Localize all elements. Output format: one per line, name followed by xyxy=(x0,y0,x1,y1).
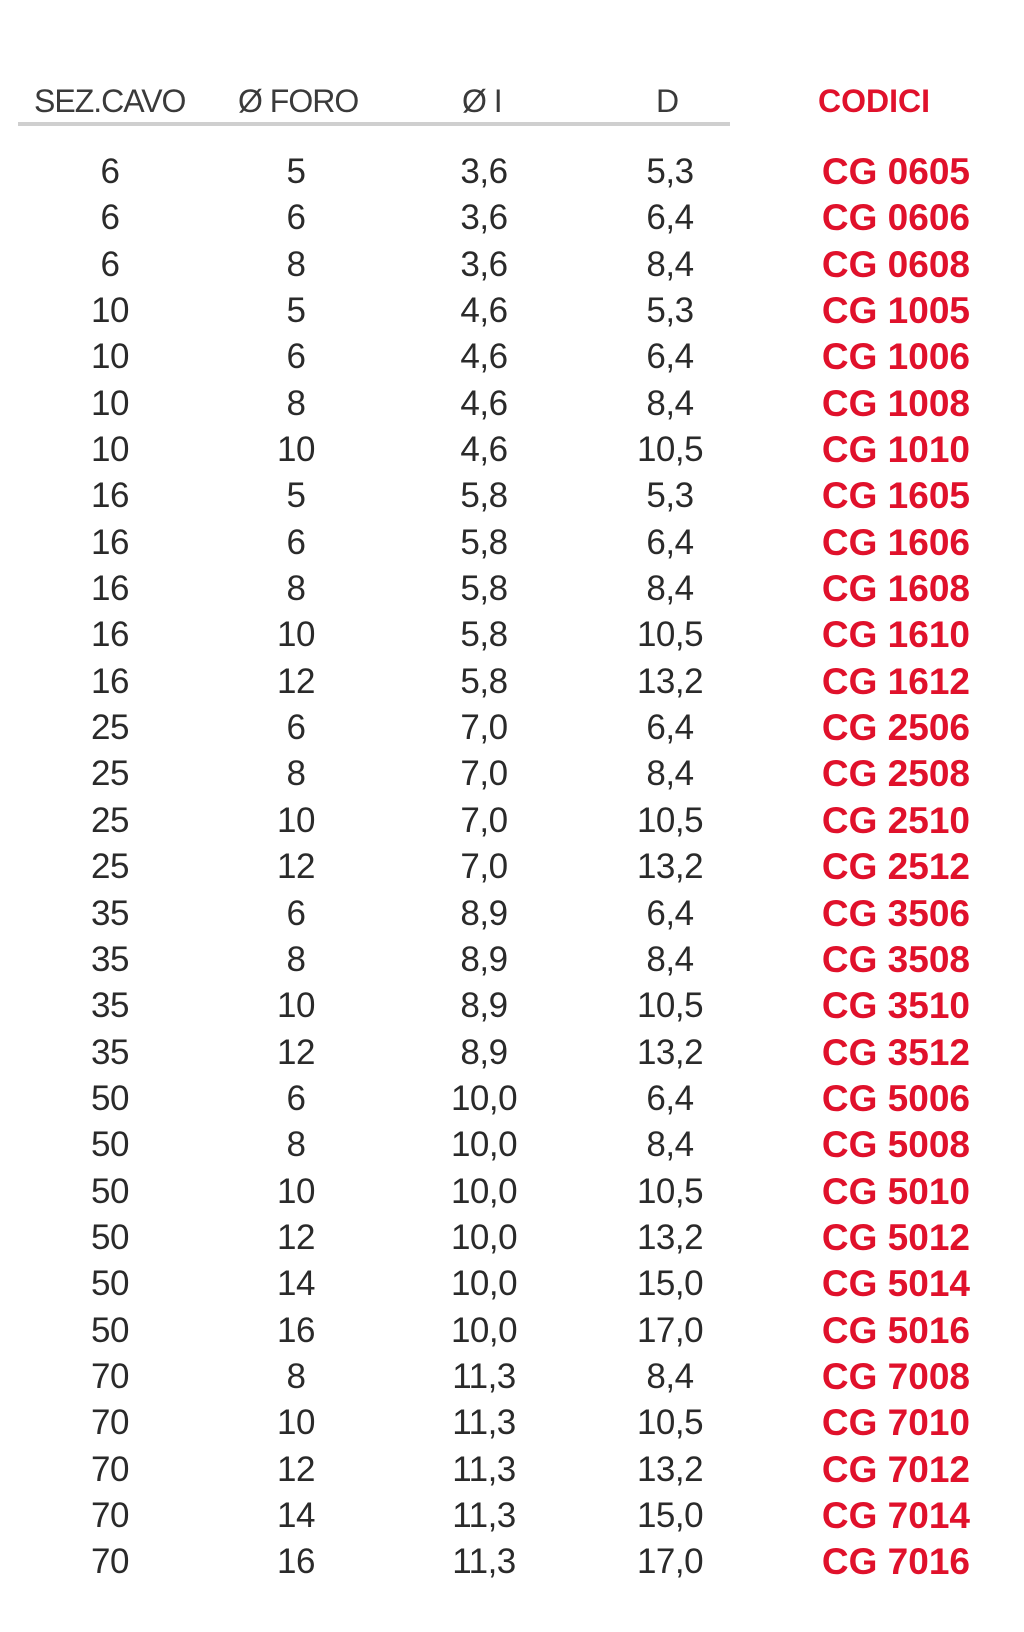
cell-foro: 10 xyxy=(277,800,315,840)
cell-codice: CG 7014 xyxy=(821,1494,970,1536)
table-row xyxy=(0,1354,1024,1400)
cell-foro: 10 xyxy=(277,430,315,470)
cell-diam-i: 5,8 xyxy=(460,476,508,516)
header-foro: Ø FORO xyxy=(238,83,359,119)
cell-codice: CG 1605 xyxy=(821,475,970,517)
cell-foro: 5 xyxy=(286,152,306,191)
table-row xyxy=(0,705,1024,751)
cell-foro: 12 xyxy=(277,661,315,701)
cell-foro: 6 xyxy=(286,198,306,238)
cell-foro: 10 xyxy=(277,615,315,655)
cell-foro: 14 xyxy=(277,1495,315,1535)
cell-d: 8,4 xyxy=(646,754,694,794)
table-row xyxy=(0,334,1024,380)
cell-codice: CG 7008 xyxy=(821,1355,970,1397)
cell-codice: CG 5006 xyxy=(821,1077,970,1119)
cell-diam-i: 11,3 xyxy=(452,1449,516,1489)
cell-d: 6,4 xyxy=(646,337,694,377)
cell-codice: CG 1610 xyxy=(821,614,970,656)
cell-codice: CG 0606 xyxy=(821,197,970,239)
cell-d: 13,2 xyxy=(636,661,704,701)
cell-codice: CG 2512 xyxy=(821,846,970,888)
table-row xyxy=(0,1261,1024,1307)
cell-sez-cavo: 6 xyxy=(100,152,120,191)
cell-codice: CG 1608 xyxy=(821,568,970,610)
cell-diam-i: 10,0 xyxy=(450,1078,518,1118)
cell-sez-cavo: 16 xyxy=(91,476,129,516)
cell-foro: 8 xyxy=(286,569,306,609)
table-row xyxy=(0,891,1024,937)
table-row xyxy=(0,242,1024,288)
cell-diam-i: 8,9 xyxy=(460,939,508,979)
table-row xyxy=(0,566,1024,612)
cell-codice: CG 3506 xyxy=(821,892,970,934)
cell-d: 8,4 xyxy=(646,383,694,423)
cell-foro: 10 xyxy=(277,1171,315,1211)
cell-d: 10,5 xyxy=(636,800,704,840)
cell-d: 8,4 xyxy=(646,244,694,284)
cell-foro: 10 xyxy=(277,986,315,1026)
table-row xyxy=(0,288,1024,334)
table-row xyxy=(0,1447,1024,1493)
cell-foro: 14 xyxy=(277,1264,315,1304)
cell-d: 10,5 xyxy=(636,615,704,655)
cell-d: 10,5 xyxy=(636,986,704,1026)
cell-foro: 8 xyxy=(286,383,306,423)
cell-foro: 5 xyxy=(286,291,306,331)
cell-diam-i: 11,3 xyxy=(452,1356,516,1396)
table-row xyxy=(0,1400,1024,1446)
cell-sez-cavo: 50 xyxy=(91,1310,129,1350)
cell-sez-cavo: 16 xyxy=(91,569,129,609)
cell-diam-i: 11,3 xyxy=(452,1542,516,1582)
cell-diam-i: 8,9 xyxy=(460,1032,508,1072)
table-row xyxy=(0,520,1024,566)
cell-codice: CG 3512 xyxy=(821,1031,970,1073)
cell-d: 8,4 xyxy=(646,1356,694,1396)
cell-sez-cavo: 35 xyxy=(91,939,129,979)
cell-sez-cavo: 70 xyxy=(91,1449,129,1489)
table-row xyxy=(0,427,1024,473)
cell-foro: 12 xyxy=(277,1449,315,1489)
cell-codice: CG 1010 xyxy=(821,429,970,471)
cell-codice: CG 3510 xyxy=(821,985,970,1027)
cell-diam-i: 3,6 xyxy=(460,198,508,238)
table-row xyxy=(0,1539,1024,1585)
table-row xyxy=(0,381,1024,427)
cell-diam-i: 3,6 xyxy=(460,244,508,284)
cell-sez-cavo: 25 xyxy=(91,708,129,748)
cell-sez-cavo: 70 xyxy=(91,1356,129,1396)
cell-codice: CG 0605 xyxy=(821,151,970,192)
cell-foro: 8 xyxy=(286,244,306,284)
table-row xyxy=(0,1030,1024,1076)
cell-foro: 8 xyxy=(286,1125,306,1165)
cell-foro: 8 xyxy=(286,754,306,794)
cell-foro: 6 xyxy=(286,708,306,748)
cell-diam-i: 7,0 xyxy=(460,847,508,887)
cell-sez-cavo: 16 xyxy=(91,522,129,562)
cell-d: 8,4 xyxy=(646,939,694,979)
cell-sez-cavo: 25 xyxy=(91,754,129,794)
cell-diam-i: 4,6 xyxy=(460,430,508,470)
cell-foro: 10 xyxy=(277,1403,315,1443)
cell-sez-cavo: 50 xyxy=(91,1078,129,1118)
cell-diam-i: 7,0 xyxy=(460,708,508,748)
cell-d: 6,4 xyxy=(646,708,694,748)
table-row xyxy=(0,937,1024,983)
cell-d: 13,2 xyxy=(636,1449,704,1489)
header-d: D xyxy=(656,83,679,119)
cell-diam-i: 4,6 xyxy=(460,383,508,423)
cell-sez-cavo: 25 xyxy=(91,800,129,840)
cell-codice: CG 1606 xyxy=(821,521,970,563)
cell-d: 8,4 xyxy=(646,569,694,609)
cell-sez-cavo: 50 xyxy=(91,1264,129,1304)
cell-codice: CG 1008 xyxy=(821,382,970,424)
cell-d: 10,5 xyxy=(636,1171,704,1211)
cell-d: 17,0 xyxy=(636,1542,704,1582)
cell-d: 5,3 xyxy=(646,291,694,331)
table-header xyxy=(0,78,1024,124)
cell-d: 10,5 xyxy=(636,1403,704,1443)
cell-sez-cavo: 50 xyxy=(91,1217,129,1257)
header-codici: CODICI xyxy=(818,83,930,119)
cell-d: 17,0 xyxy=(636,1310,704,1350)
cell-codice: CG 2510 xyxy=(821,799,970,841)
cell-sez-cavo: 70 xyxy=(91,1403,129,1443)
cell-diam-i: 7,0 xyxy=(460,800,508,840)
cell-d: 13,2 xyxy=(636,847,704,887)
table-row xyxy=(0,1308,1024,1354)
cell-d: 5,3 xyxy=(646,476,694,516)
cell-foro: 6 xyxy=(286,337,306,377)
cell-diam-i: 3,6 xyxy=(460,152,508,191)
table-row xyxy=(0,983,1024,1029)
cell-sez-cavo: 35 xyxy=(91,1032,129,1072)
cell-diam-i: 10,0 xyxy=(450,1125,518,1165)
cell-codice: CG 5008 xyxy=(821,1124,970,1166)
cell-foro: 12 xyxy=(277,1032,315,1072)
cell-sez-cavo: 10 xyxy=(91,337,129,377)
cell-d: 15,0 xyxy=(636,1264,704,1304)
cell-d: 6,4 xyxy=(646,893,694,933)
cell-sez-cavo: 10 xyxy=(91,430,129,470)
cell-sez-cavo: 6 xyxy=(100,244,120,284)
table-row xyxy=(0,798,1024,844)
table-row xyxy=(0,195,1024,241)
cell-foro: 12 xyxy=(277,847,315,887)
cell-codice: CG 5012 xyxy=(821,1216,970,1258)
header-diam-i: Ø I xyxy=(462,83,502,119)
cell-diam-i: 10,0 xyxy=(450,1264,518,1304)
cell-d: 13,2 xyxy=(636,1217,704,1257)
cell-d: 15,0 xyxy=(636,1495,704,1535)
cell-sez-cavo: 16 xyxy=(91,615,129,655)
table-body xyxy=(0,149,1024,1586)
cell-foro: 6 xyxy=(286,893,306,933)
cell-diam-i: 8,9 xyxy=(460,986,508,1026)
table-row xyxy=(0,1076,1024,1122)
cell-diam-i: 4,6 xyxy=(460,337,508,377)
cell-codice: CG 5014 xyxy=(821,1263,970,1305)
cell-foro: 12 xyxy=(277,1217,315,1257)
cell-codice: CG 1006 xyxy=(821,336,970,378)
cell-foro: 16 xyxy=(277,1310,315,1350)
cell-sez-cavo: 10 xyxy=(91,383,129,423)
cell-codice: CG 1612 xyxy=(821,660,970,702)
cell-foro: 6 xyxy=(286,522,306,562)
cell-d: 8,4 xyxy=(646,1125,694,1165)
cell-foro: 16 xyxy=(277,1542,315,1582)
cell-sez-cavo: 70 xyxy=(91,1542,129,1582)
header-sez-cavo: SEZ.CAVO xyxy=(34,83,186,119)
cell-diam-i: 10,0 xyxy=(450,1171,518,1211)
cell-d: 5,3 xyxy=(646,152,694,191)
cell-diam-i: 11,3 xyxy=(452,1403,516,1443)
cell-diam-i: 10,0 xyxy=(450,1310,518,1350)
cell-d: 10,5 xyxy=(636,430,704,470)
header-divider xyxy=(18,122,730,126)
cell-codice: CG 7016 xyxy=(821,1541,970,1583)
cell-sez-cavo: 25 xyxy=(91,847,129,887)
table-row xyxy=(0,1215,1024,1261)
cell-diam-i: 7,0 xyxy=(460,754,508,794)
cell-diam-i: 5,8 xyxy=(460,615,508,655)
cell-sez-cavo: 16 xyxy=(91,661,129,701)
cell-sez-cavo: 10 xyxy=(91,291,129,331)
cell-diam-i: 5,8 xyxy=(460,569,508,609)
cell-foro: 8 xyxy=(286,1356,306,1396)
cell-codice: CG 5016 xyxy=(821,1309,970,1351)
cell-d: 6,4 xyxy=(646,522,694,562)
cell-codice: CG 3508 xyxy=(821,938,970,980)
cell-diam-i: 10,0 xyxy=(450,1217,518,1257)
table-row xyxy=(0,149,1024,195)
table-row xyxy=(0,751,1024,797)
cell-codice: CG 2506 xyxy=(821,707,970,749)
cell-codice: CG 2508 xyxy=(821,753,970,795)
cell-d: 13,2 xyxy=(636,1032,704,1072)
cell-d: 6,4 xyxy=(646,1078,694,1118)
cell-diam-i: 4,6 xyxy=(460,291,508,331)
cell-diam-i: 5,8 xyxy=(460,522,508,562)
cell-sez-cavo: 70 xyxy=(91,1495,129,1535)
cell-diam-i: 8,9 xyxy=(460,893,508,933)
table-row xyxy=(0,612,1024,658)
cell-sez-cavo: 35 xyxy=(91,986,129,1026)
cell-diam-i: 5,8 xyxy=(460,661,508,701)
table-row xyxy=(0,1493,1024,1539)
cell-sez-cavo: 50 xyxy=(91,1125,129,1165)
cell-codice: CG 0608 xyxy=(821,243,970,285)
table-row xyxy=(0,1122,1024,1168)
table-row xyxy=(0,844,1024,890)
cell-foro: 6 xyxy=(286,1078,306,1118)
cell-codice: CG 7010 xyxy=(821,1402,970,1444)
cell-sez-cavo: 6 xyxy=(100,198,120,238)
cell-sez-cavo: 35 xyxy=(91,893,129,933)
cell-codice: CG 5010 xyxy=(821,1170,970,1212)
table-row xyxy=(0,473,1024,519)
table-row xyxy=(0,1169,1024,1215)
cell-codice: CG 7012 xyxy=(821,1448,970,1490)
cell-codice: CG 1005 xyxy=(821,290,970,332)
cell-diam-i: 11,3 xyxy=(452,1495,516,1535)
cell-sez-cavo: 50 xyxy=(91,1171,129,1211)
table-row xyxy=(0,659,1024,705)
cell-foro: 5 xyxy=(286,476,306,516)
cell-foro: 8 xyxy=(286,939,306,979)
cell-d: 6,4 xyxy=(646,198,694,238)
